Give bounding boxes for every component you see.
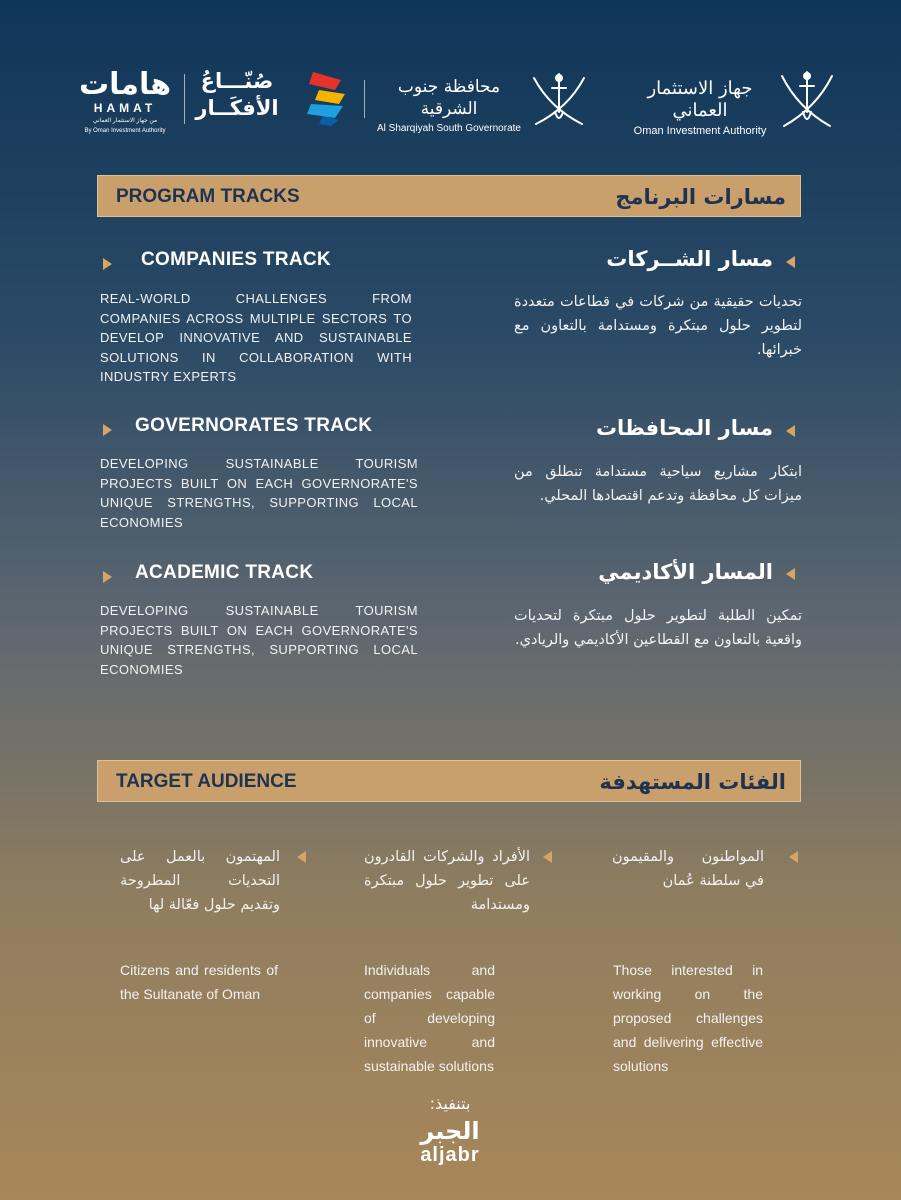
oia-logo-arabic: جهاز الاستثمار العماني [647, 78, 753, 121]
audience-individuals-ar: الأفراد والشركات القادرون على تطوير حلول مبتكرة ومستدامة [364, 849, 530, 913]
aljabr-logo-english: aljabr [420, 1144, 480, 1166]
governorates-track-title-ar: مسار المحافظات [595, 416, 773, 440]
governorates-track-desc-ar: ابتكار مشاريع سياحية مستدامة تنطلق من ميزات كل محافظة وتدعم اقتصادها المحلي. [514, 464, 802, 504]
sunna-logo [192, 68, 282, 122]
hamat-logo [70, 67, 180, 135]
sharqiyah-logo-english: Al Sharqiyah South Governorate [377, 123, 521, 134]
bullet-arrow-icon [786, 256, 795, 268]
academic-track-title-en: ACADEMIC TRACK [135, 562, 314, 583]
companies-track-desc-ar: تحديات حقيقية من شركات في قطاعات متعددة لتطوير حلول مبتكرة ومستدامة بالتعاون مع خبرائها. [514, 294, 802, 358]
target-audience-bar [97, 760, 801, 802]
bullet-arrow-icon [103, 258, 112, 270]
bullet-arrow-icon [103, 424, 112, 436]
hamat-logo-arabic: هامات [78, 67, 172, 102]
audience-interested-en: Those interested in working on the proposed challenges and delivering effective solutions [613, 962, 763, 1074]
program-tracks-heading-ar: مسارات البرنامج [615, 185, 786, 209]
companies-track-title-ar: مسار الشــركات [606, 247, 773, 271]
companies-track-desc-en: REAL-WORLD CHALLENGES FROM COMPANIES ACROSS MULTIPLE SECTORS TO DEVELOP INNOVATIVE AND SUSTAINABLE SOLUTIONS IN COLLABORATION WITH INDUSTRY EXPERTS [100, 291, 412, 384]
hamat-logo-english: HAMAT [93, 101, 157, 115]
sharqiyah-logo [368, 76, 530, 134]
program-tracks-heading-en: PROGRAM TRACKS [116, 186, 300, 207]
hamat-logo-sub-english: By Oman Investment Authority [84, 128, 166, 134]
bullet-arrow-icon [543, 851, 552, 863]
bullet-arrow-icon [103, 571, 112, 583]
audience-citizens-ar: المواطنون والمقيمون في سلطنة عُمان [612, 849, 764, 889]
sunna-logo-line2: الأفكَــار [195, 96, 279, 120]
bullet-arrow-icon [789, 851, 798, 863]
audience-individuals-en: Individuals and companies capable of developing innovative and sustainable solutions [364, 962, 495, 1074]
oia-logo-english: Oman Investment Authority [633, 125, 767, 137]
header-divider [184, 74, 185, 124]
sunna-logo-line1: صُنّـــاعُ [200, 69, 274, 93]
bullet-arrow-icon [297, 851, 306, 863]
aljabr-logo-arabic: الجبر [420, 1117, 480, 1145]
audience-citizens-en: Citizens and residents of the Sultanate of Oman [120, 962, 278, 1002]
hamat-logo-sub-arabic: من جهاز الاستثمار العماني [92, 118, 158, 124]
academic-track-desc-en: DEVELOPING SUSTAINABLE TOURISM PROJECTS BUILT ON EACH GOVERNORATE'S UNIQUE STRENGTHS, SUPPORTING LOCAL ECONOMIES [100, 603, 418, 677]
governorates-track-title-en: GOVERNORATES TRACK [135, 415, 373, 436]
header-divider [364, 80, 365, 118]
companies-track-title-en: COMPANIES TRACK [141, 249, 331, 270]
academic-track-desc-ar: تمكين الطلبة لتطوير حلول مبتكرة لتحديات واقعية بالتعاون مع القطاعين الأكاديمي والريادي. [514, 608, 802, 648]
target-audience-heading-en: TARGET AUDIENCE [116, 771, 297, 792]
khanjar-emblem-icon [776, 66, 838, 134]
oia-logo [620, 78, 780, 137]
program-tracks-bar [97, 175, 801, 217]
governorates-track-desc-en: DEVELOPING SUSTAINABLE TOURISM PROJECTS BUILT ON EACH GOVERNORATE'S UNIQUE STRENGTHS, SUPPORTING LOCAL ECONOMIES [100, 456, 418, 530]
bullet-arrow-icon [786, 568, 795, 580]
audience-interested-ar: المهتمون بالعمل على التحديات المطروحة وتقديم حلول فعّالة لها [120, 849, 280, 913]
bullet-arrow-icon [786, 425, 795, 437]
logo-mark-icon [305, 70, 349, 126]
khanjar-emblem-icon [528, 68, 590, 132]
target-audience-heading-ar: الفئات المستهدفة [599, 770, 786, 794]
academic-track-title-ar: المسار الأكاديمي [598, 560, 773, 584]
sharqiyah-logo-arabic: محافظة جنوب الشرقية [397, 77, 501, 119]
executed-by-label: بتنفيذ: [429, 1094, 471, 1113]
